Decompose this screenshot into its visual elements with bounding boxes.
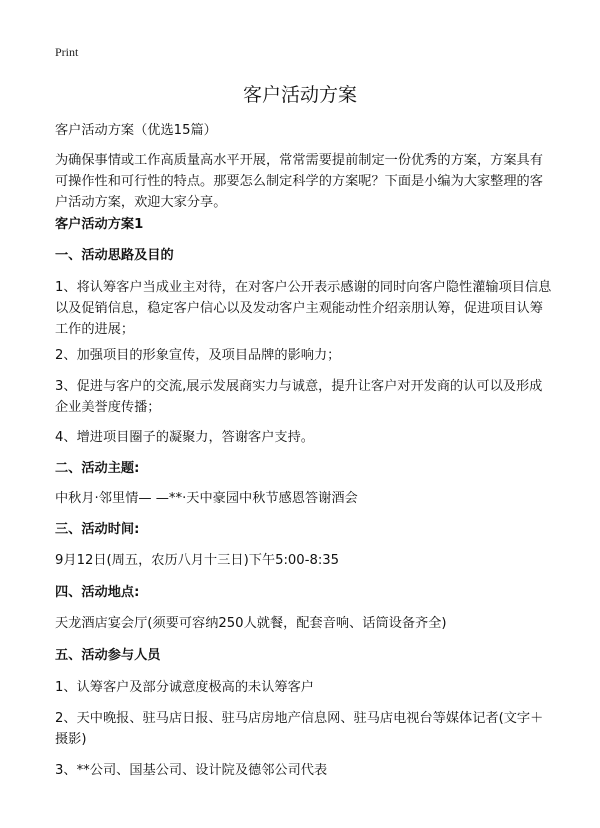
heading-theme: 二、活动主题: — [55, 461, 140, 476]
theme-text: 中秋月·邻里情— —**·天中豪园中秋节感恩答谢酒会 — [55, 491, 358, 506]
participant-item-2: 2、天中晚报、驻马店日报、驻马店房地产信息网、驻马店电视台等媒体记者(文字＋摄影) — [55, 711, 544, 747]
participant-item-3: 3、**公司、国基公司、设计院及德邻公司代表 — [55, 763, 328, 778]
purpose-item-3: 3、促进与客户的交流,展示发展商实力与诚意，提升让客户对开发商的认可以及形成企业美誉度传播； — [55, 379, 543, 415]
print-label: Print — [55, 45, 79, 59]
time-text: 9月12日(周五，农历八月十三日)下午5:00-8:35 — [55, 553, 340, 568]
intro-paragraph: 为确保事情或工作高质量高水平开展，常常需要提前制定一份优秀的方案，方案具有可操作性和可行性的特点。那要怎么制定科学的方案呢？下面是小编为大家整理的客户活动方案，欢迎大家分享。 — [55, 153, 543, 210]
section-title: 客户活动方案1 — [55, 217, 144, 232]
heading-time: 三、活动时间: — [55, 522, 140, 537]
participant-item-1: 1、认筹客户及部分诚意度极高的未认筹客户 — [55, 680, 314, 695]
purpose-item-2: 2、加强项目的形象宣传，及项目品牌的影响力； — [55, 348, 341, 363]
place-text: 天龙酒店宴会厅(须要可容纳250人就餐，配套音响、话筒设备齐全) — [55, 616, 447, 631]
document-subtitle: 客户活动方案（优选15篇） — [55, 123, 217, 138]
heading-participants: 五、活动参与人员 — [55, 648, 161, 663]
purpose-item-4: 4、增进项目圈子的凝聚力，答谢客户支持。 — [55, 430, 314, 445]
purpose-item-1: 1、将认筹客户当成业主对待，在对客户公开表示感谢的同时向客户隐性灌输项目信息以及促销信息，稳定客户信心以及发动客户主观能动性介绍亲朋认筹，促进项目认筹工作的进展； — [55, 280, 552, 337]
heading-place: 四、活动地点: — [55, 585, 140, 600]
heading-purpose: 一、活动思路及目的 — [55, 248, 174, 263]
document-title: 客户活动方案 — [242, 84, 357, 106]
